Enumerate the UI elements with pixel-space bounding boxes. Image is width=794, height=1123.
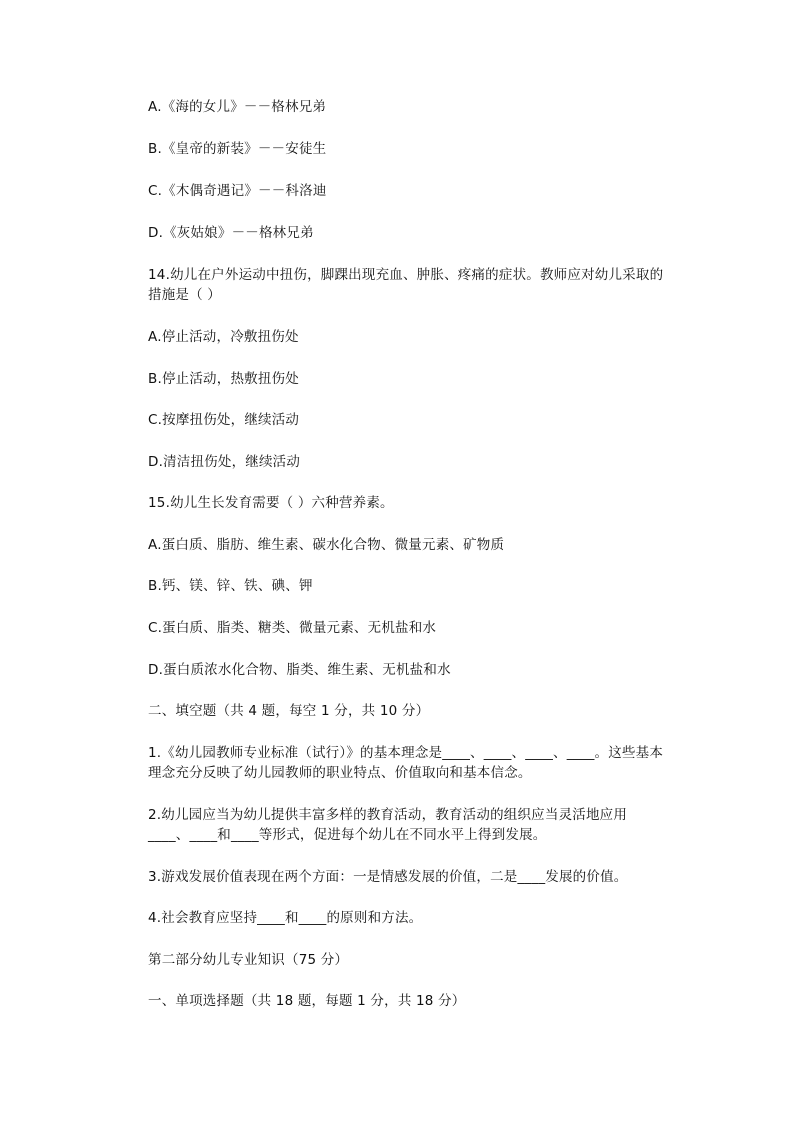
q15-option-d: D.蛋白质浓水化合物、脂类、维生素、无机盐和水: [148, 662, 451, 678]
q13-option-b: B.《皇帝的新装》－－安徒生: [148, 141, 327, 157]
q14-option-c: C.按摩扭伤处，继续活动: [148, 412, 300, 428]
q14-option-d: D.清洁扭伤处，继续活动: [148, 454, 301, 470]
q14-stem-line2: 措施是（ ）: [148, 287, 221, 303]
section2-heading: 二、填空题（共 4 题，每空 1 分，共 10 分）: [148, 703, 430, 719]
fill3: 3.游戏发展价值表现在两个方面：一是情感发展的价值，二是____发展的价值。: [148, 869, 628, 885]
q15-option-b: B.钙、镁、锌、铁、碘、钾: [148, 578, 313, 594]
q15-option-a: A.蛋白质、脂肪、维生素、碳水化合物、微量元素、矿物质: [148, 537, 505, 553]
q15-option-c: C.蛋白质、脂类、糖类、微量元素、无机盐和水: [148, 620, 437, 636]
part2-sub-heading: 一、单项选择题（共 18 题，每题 1 分，共 18 分）: [148, 993, 466, 1009]
q14-option-b: B.停止活动，热敷扭伤处: [148, 371, 299, 387]
fill2-line1: 2.幼儿园应当为幼儿提供丰富多样的教育活动，教育活动的组织应当灵活地应用: [148, 807, 628, 823]
fill1-line2: 理念充分反映了幼儿园教师的职业特点、价值取向和基本信念。: [148, 765, 532, 781]
q15-stem: 15.幼儿生长发育需要（ ）六种营养素。: [148, 495, 394, 511]
part2-heading: 第二部分幼儿专业知识（75 分）: [148, 952, 349, 968]
q13-option-d: D.《灰姑娘》－－格林兄弟: [148, 225, 314, 241]
q14-option-a: A.停止活动，冷敷扭伤处: [148, 329, 299, 345]
q13-option-c: C.《木偶奇遇记》－－科洛迪: [148, 183, 327, 199]
fill2-line2: ____、____和____等形式，促进每个幼儿在不同水平上得到发展。: [148, 827, 547, 843]
fill4: 4.社会教育应坚持____和____的原则和方法。: [148, 910, 423, 926]
fill1-line1: 1.《幼儿园教师专业标准（试行）》的基本理念是____、____、____、____。这些基本: [148, 745, 664, 761]
q14-stem-line1: 14.幼儿在户外运动中扭伤，脚踝出现充血、肿胀、疼痛的症状。教师应对幼儿采取的: [148, 267, 664, 283]
q13-option-a: A.《海的女儿》－－格林兄弟: [148, 99, 327, 115]
